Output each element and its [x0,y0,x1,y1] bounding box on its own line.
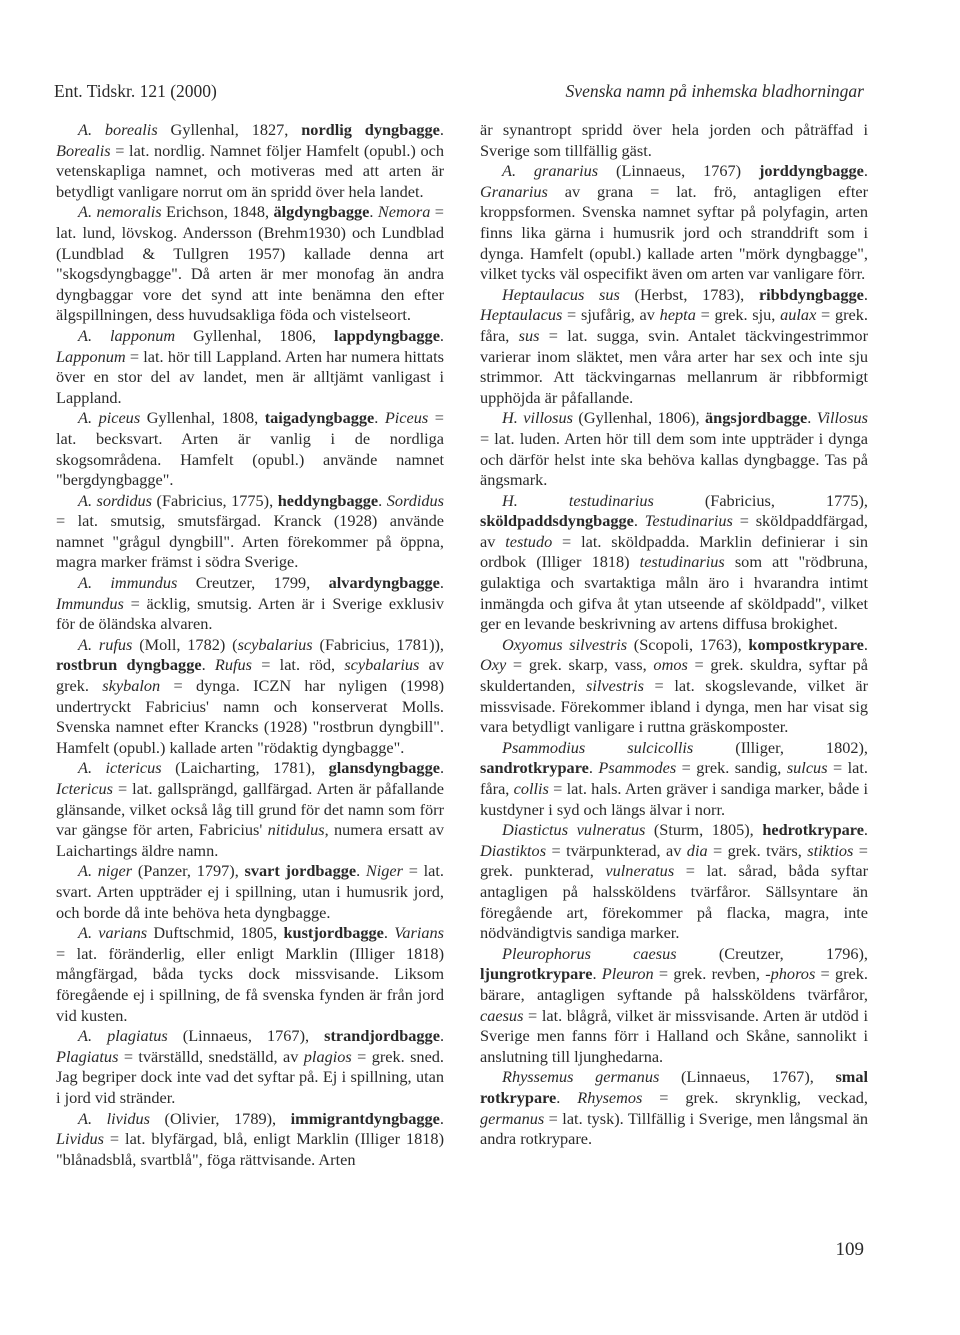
text-run: = lat. sköldpadda. Marklin definierar i sin ordbok (Illiger 1818) [480,531,869,572]
text-run: . [863,820,868,840]
text-run: = lat. sårad, båda syftar antagligen på halssköldens tvärfåror. Sällsyntare än föregående art, förekommer på flacka, magra, inte nödvändigtvis sandiga marker. [480,861,869,943]
latin-name: Diastiktos [480,840,547,860]
text-run: = grek. tvärs, [707,840,808,860]
paragraph [56,326,444,408]
latin-name: hepta [659,305,696,325]
text-run: (Herbst, 1783), [619,284,759,304]
paragraph [56,861,444,923]
text-run: = lat. nordlig. Namnet följer Hamfelt (opubl.) och vetenskapliga namnet, och motiveras med att arten är betydligt vanligare norrut om än spridd över hela landet. [56,140,444,201]
swedish-name: smal rotkrypare [480,1067,869,1107]
latin-name: H. villosus [502,408,573,428]
swedish-name: alvardyngbagge [328,573,440,593]
text-run: . [439,758,445,778]
paragraph [56,923,444,1026]
text-run: = lat. gallsprängd, gallfärgad. Arten är påfallande glänsande, vilket också låg till grund för det namn som förr var gängse för arten, Fabricius' [56,779,444,840]
text-run: = lat. blågrå, vilket är missvisande. Arten är utdöd i Sverige men fanns förr i Halland och Skåne, sannolikt i anslutning till ljunghedarna. [480,1005,868,1066]
text-run: . [439,573,444,593]
swedish-name: kustjordbagge [283,923,384,943]
swedish-name: jorddyngbagge [758,161,864,181]
swedish-name: hedrotkrypare [762,820,864,840]
text-run: = grek. skrynklig, veckad, [642,1087,869,1107]
swedish-name: kompostkrypare [748,634,864,654]
text-run: = sjufårig, av [562,305,660,325]
latin-name: vulneratus [605,861,675,881]
text-run: (Linnaeus, 1767), [659,1067,836,1087]
text-run: = lat. becksvart. Arten är vanlig i de nordliga skogsområdena. Hamfelt (opubl.) använde namnet "bergdyngbagge". [56,408,444,490]
text-run: . [201,655,215,675]
text-run: . [439,120,444,139]
latin-name: A. niger [78,861,133,881]
text-run: = lat. skogslevande, vilket är missvisade. Förekommer ibland i dynga, men har visat sig vara betydligt vanligare i ruttna gräskomposter. [480,676,868,737]
latin-name: sulcus [786,758,828,778]
text-run: Creutzer, 1799, [177,573,329,593]
paragraph [56,1109,444,1171]
latin-name: Ictericus [56,779,113,798]
text-run: = sköldpaddfärgad, av [480,511,869,551]
latin-name: A. sordidus [78,490,153,510]
latin-name: A. plagiatus [78,1026,168,1046]
text-run: som att "rödbruna, gulaktiga och svartaktiga måln äro i hvarandra intimt inmängda och gifva åt ytan utseende af sköldpadd", vilket ger en levande beskrivning av artens diffusa brokighet. [480,552,868,634]
latin-name: plagios [303,1046,352,1066]
text-run: (Scopoli, 1763), [627,634,749,654]
text-run: Erichson, 1848, [161,202,274,222]
latin-name: A. immundus [78,573,178,593]
paragraph [56,491,444,573]
swedish-name: strandjordbagge [324,1026,440,1046]
text-run: = lat. hör till Lappland. Arten har numera hittats över en stor del av landet, men är alltjämt vanligast i Lappland. [56,346,444,407]
text-run: . [439,1108,444,1128]
latin-name: Rhysemos [577,1087,643,1107]
text-run: = grek. revben, [653,964,766,984]
latin-name: Psammodes [598,758,677,778]
latin-name: A. rufus [78,634,133,654]
latin-name: -phoros [765,964,816,984]
latin-name: Lividus [56,1129,104,1149]
text-run: = lat. föränderlig, eller enligt Marklin (Illiger 1818) mångfärgad, båda tycks dock missvisande. Liksom föregående ej i spillning, de få svenska fynden är från jord vid kusten. [56,943,444,1025]
latin-name: Heptaulacus [480,305,563,325]
paragraph [480,491,868,635]
latin-name: Diastictus vulneratus [502,820,646,840]
swedish-name: ängsjordbagge [705,408,808,428]
paragraph [56,1026,444,1108]
latin-name: A. varians [78,923,148,943]
paragraph [480,120,868,161]
text-run: = lat. hals. Arten gräver i sandiga marker, både i kustdyner i syd och längs älvar i norr. [480,779,869,819]
text-run: Gyllenhal, 1806, [175,325,335,345]
text-run: = grek. sju, [695,305,781,325]
text-run: Gyllenhal, 1827, [157,120,302,139]
swedish-name: immigrantdyngbagge [290,1108,440,1128]
latin-name: Varians [394,923,444,943]
text-run: av grek. [56,655,445,696]
paragraph [480,635,868,738]
text-run: = lat. smutsig, smutsfärgad. Kranck (1928) använde namnet "grågul dyngbill". Arten förekommer på öppna, magra marker främst i södra Sverige. [56,511,444,572]
latin-name: Pleuron [601,964,654,984]
paragraph [480,285,868,409]
text-run: . [863,161,868,181]
latin-name: scybalarius [344,655,420,675]
swedish-name: taigadyngbagge [264,408,375,428]
text-run: . [356,861,366,881]
latin-name: stiktios [807,840,854,860]
text-run: = lat. lund, lövskog. Andersson (Brehm1930) och Lundblad (Lundblad & Tullgren 1957) kallade denna art "skogsdyngbagge". Då arten är mer monofag än andra dyngbaggar vore det synd att inte benämna den efter älgspillningen, dess huvudsakliga föda och vistelseort. [56,202,444,325]
latin-name: Nemora [377,202,431,222]
paragraph [56,635,444,759]
right-text-column [480,120,868,1150]
text-run: = lat. röd, [252,655,345,675]
latin-name: Villosus [816,408,869,428]
latin-name: dia [686,840,708,860]
text-run: är synantropt spridd över hela jorden och påträffad i Sverige som tillfällig gäst. [480,120,868,160]
text-run: . [383,923,395,943]
text-run: = grek. bärare, antagligen syftande på halssköldens tvärfåror, [480,964,868,1004]
paragraph [56,202,444,326]
text-run: . [863,634,868,654]
paragraph [56,408,444,490]
swedish-name: rostbrun dyngbagge [56,655,202,675]
latin-name: A. granarius [502,161,599,181]
latin-name: Oxy [480,655,507,675]
text-run: . [807,408,817,428]
latin-name: Niger [365,861,403,881]
latin-name: Sordidus [386,490,444,510]
paragraph [56,120,444,202]
text-run: = dynga. ICZN har nyligen (1998) undertryckt Fabricius' namn och konserverat Molls. Svenska namnet efter Krancks (1928) "rostbrun dyngbill". Hamfelt (opubl.) kallade arten "rödaktig dyngbagge". [56,676,444,757]
text-run: (Linnaeus, 1767), [167,1026,325,1046]
latin-name: A. ictericus [78,758,162,778]
text-run: . [592,964,602,984]
text-run: = lat. luden. Arten hör till dem som inte uppträder i dynga och därför helst inte ska behöva kallas dyngbagge. Tas på ängsmark. [480,428,868,490]
latin-name: Pleurophorus caesus [502,943,677,963]
latin-name: A. piceus [78,408,141,428]
text-run: . [374,408,385,428]
latin-name: A. lividus [78,1108,150,1128]
text-run: = grek. punkterad, [480,840,868,881]
text-run: . [439,325,444,345]
running-title: Svenska namn på inhemska bladhorningar [565,81,864,101]
latin-name: germanus [480,1108,545,1128]
latin-name: caesus [480,1005,524,1025]
swedish-name: nordlig dyngbagge [301,120,440,139]
paragraph [56,573,444,635]
latin-name: collis [513,779,549,798]
latin-name: Rufus [214,655,252,675]
text-run: = lat. sugga, svin. Antalet täckvingestrimmor varierar inom släktet, men våra arter har sex och inte sju strimmor. Att täckvingarnas mellanrum är ribbformigt upphöjda är påfallande. [480,325,868,407]
latin-name: Lapponum [56,346,126,366]
latin-name: Granarius [480,181,548,201]
latin-name: Heptaulacus sus [502,284,620,304]
text-run: (Fabricius, 1781)), [312,634,444,654]
text-run: . [863,284,868,304]
latin-name: A. borealis [78,120,158,139]
latin-name: Piceus [384,408,429,428]
text-run: = lat. fåra, [480,758,868,798]
page-number: 109 [835,1239,864,1260]
text-run: (Panzer, 1797), [132,861,245,881]
text-run: = tvärställd, snedställd, av [118,1046,304,1066]
latin-name: Oxyomus silvestris [502,634,628,654]
latin-name: omos [653,655,688,675]
text-run: . [556,1087,578,1107]
text-run: (Sturm, 1805), [645,820,763,840]
latin-name: A. nemoralis [78,202,162,222]
latin-name: Plagiatus [56,1046,119,1066]
latin-name: nitidulus [267,820,325,840]
text-run: , numera ersatt av Laichartings äldre namn. [56,820,444,860]
text-run: = tvärpunkterad, av [546,840,687,860]
journal-citation: Ent. Tidskr. 121 (2000) [54,81,217,101]
swedish-name: glansdyngbagge [328,758,440,778]
text-run: . [439,1026,445,1046]
text-run: = äcklig, smutsig. Arten är i Sverige exklusiv för de öländska alvaren. [56,593,444,634]
paragraph [480,820,868,944]
latin-name: silvestris [586,676,644,696]
text-run: = grek. skuldra, syftar på skuldertanden, [480,655,868,696]
latin-name: H. testudinarius [502,490,654,510]
swedish-name: svart jordbagge [244,861,357,881]
text-run: = grek. fåra, [480,305,868,345]
paragraph [480,161,868,285]
text-run: . [378,490,387,510]
paragraph [480,1067,868,1149]
paragraph [480,738,868,820]
text-run: (Fabricius, 1775), [653,490,868,510]
text-run: av grana = lat. frö, antagligen efter kroppsformen. Svenska namnet syftar på polyfagin, arten finns lika gärna i humusrik jord och stranddrift som i dynga. Hamfelt (opubl.) kallade arten "mörk dyngbagge", vilket tycks väl ospecifikt även om arten var vanligare förr. [480,181,868,284]
latin-name: skybalon [102,676,161,696]
swedish-name: ljungrotkrypare [480,964,593,984]
latin-name: sus [518,325,540,345]
swedish-name: ribbdyngbagge [758,284,864,304]
text-run: = lat. blyfärgad, blå, enligt Marklin (Illiger 1818) "blånadsblå, svartblå", föga rättvisande. Arten [56,1129,444,1169]
text-run: (Illiger, 1802), [693,737,868,757]
paragraph [56,758,444,861]
text-run: . [588,758,599,778]
latin-name: Borealis [56,140,111,160]
latin-name: Immundus [56,593,124,613]
latin-name: testudo [505,531,553,551]
latin-name: Testudinarius [644,511,733,531]
latin-name: testudinarius [639,552,725,572]
text-run: = grek. sned. Jag begriper dock inte vad det syftar på. Ej i spillning, utan i jord vid stränder. [56,1046,445,1107]
text-run: = grek. sandig, [676,758,787,778]
text-run: . [633,511,645,531]
text-run: = grek. skarp, vass, [506,655,654,675]
paragraph [480,408,868,490]
text-run: (Olivier, 1789), [149,1108,291,1128]
latin-name: A. lapponum [78,325,176,345]
text-run: (Moll, 1782) ( [132,634,238,654]
text-run: Gyllenhal, 1808, [140,408,265,428]
swedish-name: älgdyngbagge [273,202,370,222]
swedish-name: sköldpaddsdyngbagge [480,511,634,531]
text-run: (Fabricius, 1775), [152,490,278,510]
text-run: . [369,202,378,222]
text-run: = lat. svart. Arten uppträder ej i spillning, utan i humusrik jord, och borde då inte behöva heta dyngbagge. [56,861,445,922]
latin-name: Psammodius sulcicollis [502,737,694,757]
text-run: (Gyllenhal, 1806), [573,408,706,428]
swedish-name: heddyngbagge [277,490,379,510]
text-run: (Creutzer, 1796), [676,943,868,963]
latin-name: Rhyssemus germanus [502,1067,660,1087]
latin-name: aulax [780,305,817,325]
text-run: (Laicharting, 1781), [161,758,329,778]
swedish-name: lappdyngbagge [334,325,440,345]
latin-name: scybalarius [237,634,313,654]
left-text-column [56,120,444,1170]
text-run: = lat. tysk). Tillfällig i Sverige, men långsmal än andra rotkrypare. [480,1108,868,1149]
text-run: (Linnaeus, 1767) [598,161,759,181]
paragraph [480,944,868,1068]
swedish-name: sandrotkrypare [480,758,589,778]
text-run: Duftschmid, 1805, [147,923,284,943]
